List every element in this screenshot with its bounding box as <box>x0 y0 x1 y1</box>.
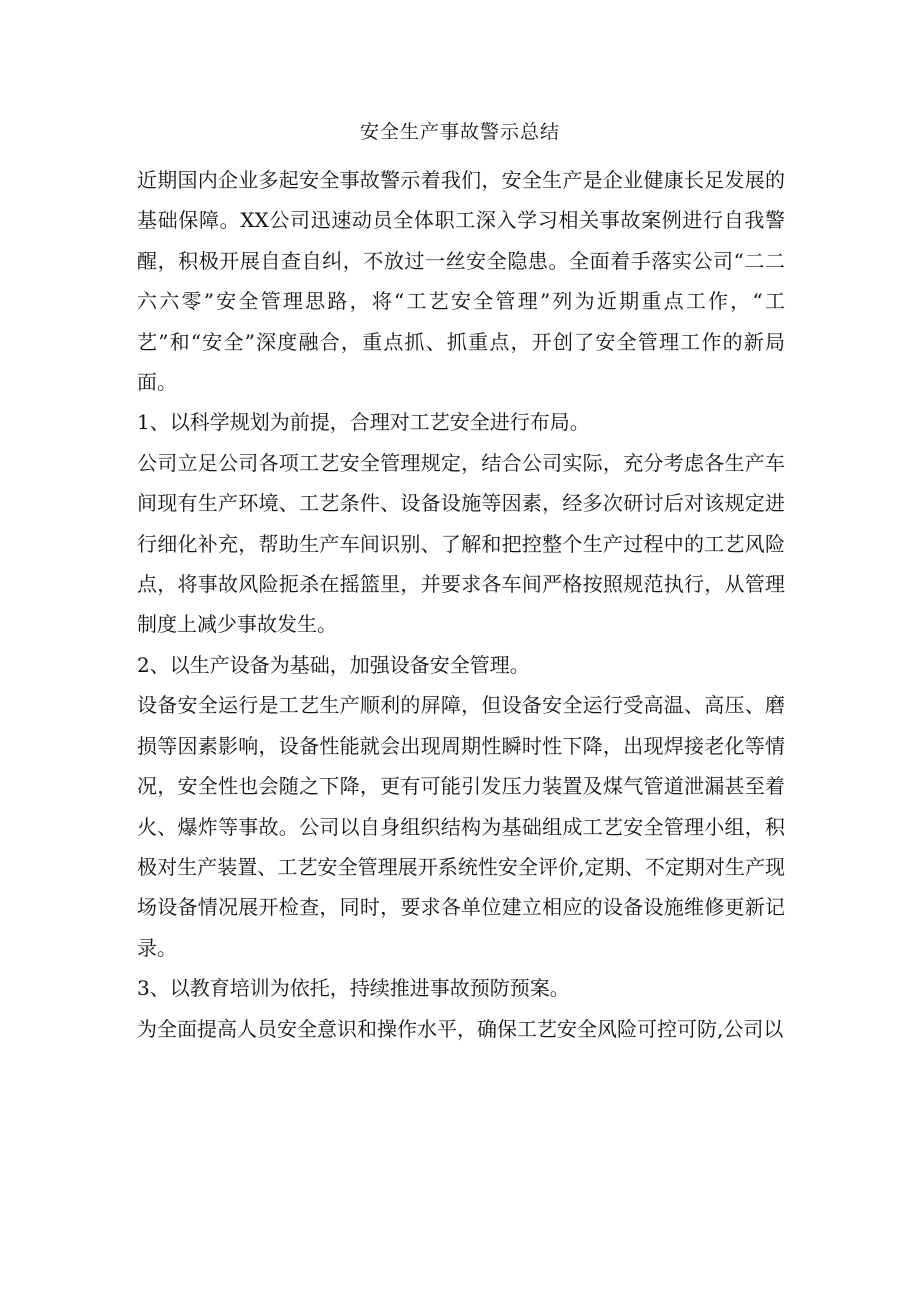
section-heading-3: 3、以教育培训为依托，持续推进事故预防预案。 <box>137 976 570 1001</box>
section-heading-2: 2、以生产设备为基础，加强设备安全管理。 <box>137 652 530 677</box>
paragraph-section-2: 设备安全运行是工艺生产顺利的屏障，但设备安全运行受高温、高压、磨损等因素影响，设备性能就会出现周期性瞬时性下降，出现焊接老化等情况，安全性也会随之下降，更有可能引发压力装置及煤气管道泄漏甚至着火、爆炸等事故。公司以自身组织结构为基础组成工艺安全管理小组，积极对生产装置、工艺安全管理展开系统性安全评价,定期、不定期对生产现场设备情况展开检查，同时，要求各单位建立相应的设备设施维修更新记录。 <box>137 693 785 960</box>
paragraph-intro: 近期国内企业多起安全事故警示着我们，安全生产是企业健康长足发展的基础保障。XX公司迅速动员全体职工深入学习相关事故案例进行自我警醒，积极开展自查自纠，不放过一丝安全隐患。全面着手落实公司“二二六六零”安全管理思路，将“工艺安全管理”列为近期重点工作，“工艺”和“安全”深度融合，重点抓、抓重点，开创了安全管理工作的新局面。 <box>137 168 785 395</box>
section-heading-1: 1、以科学规划为前提，合理对工艺安全进行布局。 <box>137 410 590 435</box>
document-title: 安全生产事故警示总结 <box>359 121 560 143</box>
paragraph-section-1: 公司立足公司各项工艺安全管理规定，结合公司实际，充分考虑各生产车间现有生产环境、工艺条件、设备设施等因素，经多次研讨后对该规定进行细化补充，帮助生产车间识别、了解和把控整个生产过程中的工艺风险点，将事故风险扼杀在摇篮里，并要求各车间严格按照规范执行，从管理制度上减少事故发生。 <box>137 450 785 637</box>
document-body <box>137 160 785 1049</box>
paragraph-section-3: 为全面提高人员安全意识和操作水平，确保工艺安全风险可控可防,公司以 <box>137 1016 784 1041</box>
